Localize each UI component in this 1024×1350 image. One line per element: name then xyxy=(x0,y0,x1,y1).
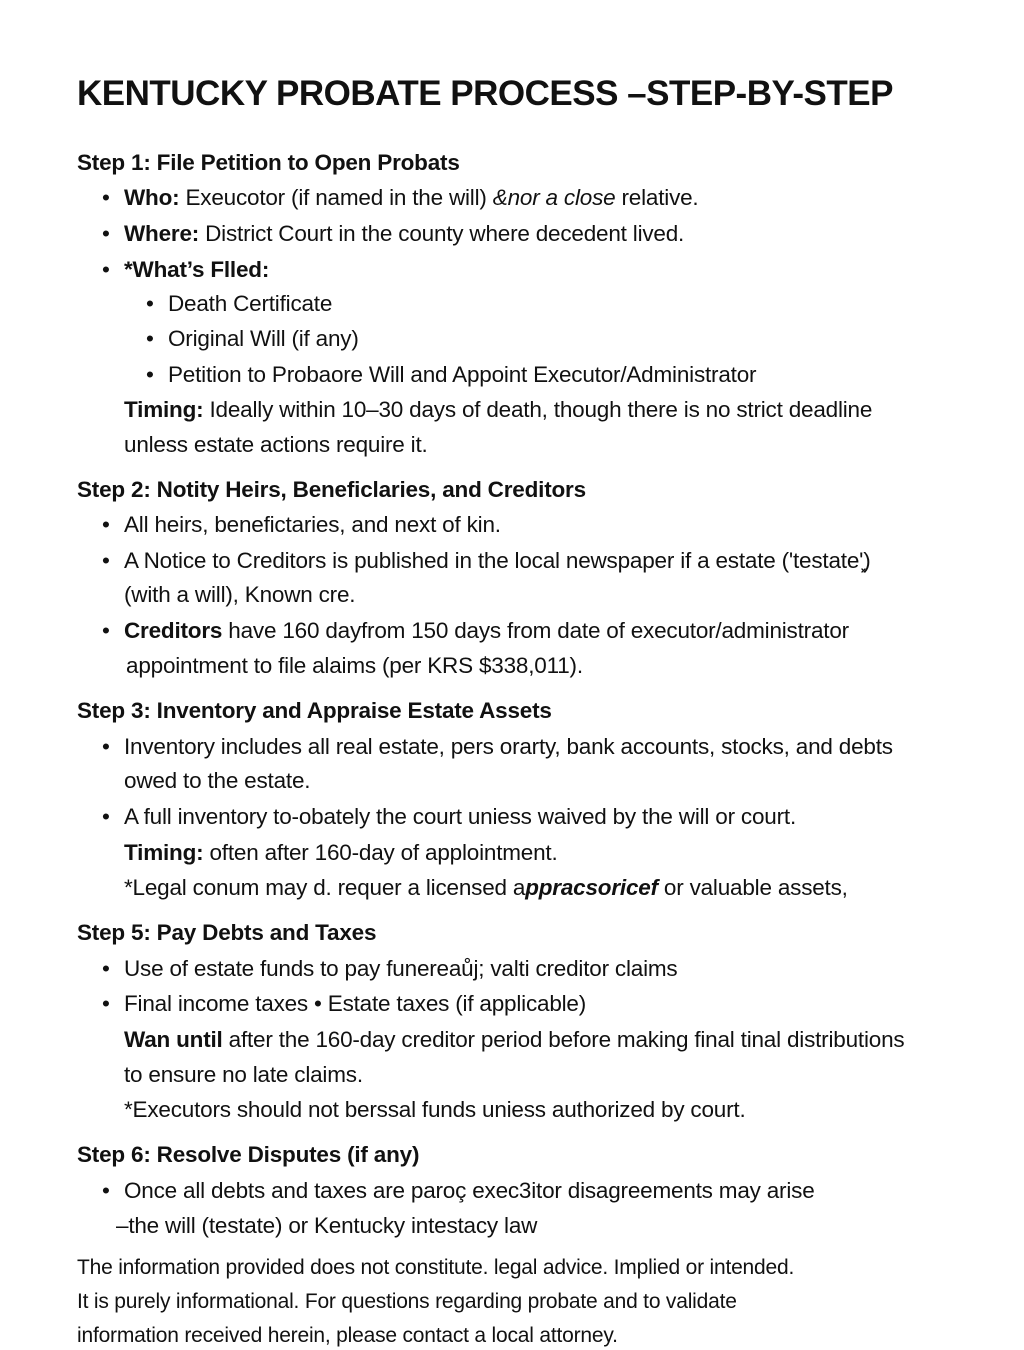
who-italic: &nor a close xyxy=(492,185,622,210)
creditors-label: Creditors xyxy=(124,618,223,643)
step2-heading: Step 2: Notity Heirs, Beneficlaries, and Creditors xyxy=(77,477,586,502)
page-title: KENTUCKY PROBATE PROCESS –STEP-BY-STEP xyxy=(77,74,893,113)
item-text: Use of estate funds to pay funereaůj; valti creditor claims xyxy=(124,956,678,981)
who-end: relative. xyxy=(621,185,699,210)
item-text: All heirs, benefictaries, and next of kin. xyxy=(124,512,501,537)
step1-timing-cont: unless estate actions require it. xyxy=(124,432,428,457)
list-item-cont: owed to the estate. xyxy=(124,768,311,793)
step5-wait-cont: to ensure no late claims. xyxy=(124,1062,363,1087)
bullet: • xyxy=(102,185,110,210)
bullet: • xyxy=(102,956,110,981)
step1-whats-filed-item xyxy=(102,256,269,284)
step5-note: *Executors should not berssal funds uniess authorized by court. xyxy=(124,1097,746,1122)
item-text: have 160 dayfrom 150 days from date of executor/administrator xyxy=(222,618,849,643)
bullet: • xyxy=(102,221,110,246)
note-italic: ppracsoricef xyxy=(525,875,658,900)
where-text: District Court in the county where decedent lived. xyxy=(199,221,685,246)
step3-note xyxy=(124,874,848,902)
list-item xyxy=(102,511,501,539)
timing-label: Timing: xyxy=(124,840,204,865)
bullet: • xyxy=(146,362,154,387)
step6-heading: Step 6: Resolve Disputes (if any) xyxy=(77,1142,420,1167)
list-item-cont: (with a will), Known cre. xyxy=(124,582,356,607)
step1-timing xyxy=(124,396,872,424)
list-item xyxy=(102,617,849,645)
bullet: • xyxy=(102,991,110,1016)
item-text: A full inventory to-obately the court uniess waived by the will or court. xyxy=(124,804,796,829)
who-label: Who: xyxy=(124,185,180,210)
wait-label: Wan until xyxy=(124,1027,223,1052)
step1-where-item xyxy=(102,220,684,248)
list-item xyxy=(102,955,677,983)
where-label: Where: xyxy=(124,221,200,246)
item-text: A Notice to Creditors is published in the local newspaper if a estate ('testate'͓) xyxy=(124,548,871,573)
sub-item-text: Petition to Probaore Will and Appoint Executor/Administrator xyxy=(168,362,757,387)
bullet: • xyxy=(146,326,154,351)
list-item xyxy=(102,547,871,575)
bullet: • xyxy=(102,1178,110,1203)
list-item xyxy=(102,733,893,761)
item-text: Final income taxes • Estate taxes (if applicable) xyxy=(124,991,587,1016)
bullet: • xyxy=(146,291,154,316)
list-item xyxy=(146,325,359,353)
note-start: *Legal conum may d. requer a licensed a xyxy=(124,875,526,900)
step5-heading: Step 5: Pay Debts and Taxes xyxy=(77,920,377,945)
bullet: • xyxy=(102,512,110,537)
note-end: or valuable assets, xyxy=(657,875,848,900)
disclaimer-line: information received herein, please contact a local attorney. xyxy=(77,1324,618,1347)
disclaimer-line: It is purely informational. For questions regarding probate and to validate xyxy=(77,1290,737,1313)
whats-filed-label: *What’s Flled: xyxy=(124,257,270,282)
step1-heading: Step 1: File Petition to Open Probats xyxy=(77,150,460,175)
bullet: • xyxy=(102,804,110,829)
list-item xyxy=(102,990,586,1018)
step1-who-item xyxy=(102,184,698,212)
timing-text: often after 160-day of applointment. xyxy=(203,840,558,865)
list-item xyxy=(146,361,756,389)
list-item-cont: –the will (testate) or Kentucky intestacy law xyxy=(116,1213,538,1238)
sub-item-text: Death Certificate xyxy=(168,291,333,316)
sub-item-text: Original Will (if any) xyxy=(168,326,359,351)
bullet: • xyxy=(102,618,110,643)
disclaimer-line: The information provided does not constitute. legal advice. Implied or intended. xyxy=(77,1256,795,1279)
list-item-cont: appointment to file alaims (per KRS $338,011). xyxy=(126,653,583,678)
list-item xyxy=(102,1177,815,1205)
step3-heading: Step 3: Inventory and Appraise Estate Assets xyxy=(77,698,552,723)
bullet: • xyxy=(102,548,110,573)
list-item xyxy=(102,803,796,831)
bullet: • xyxy=(102,734,110,759)
step3-timing xyxy=(124,839,558,867)
bullet: • xyxy=(102,257,110,282)
wait-text: after the 160-day creditor period before making final tinal distributions xyxy=(222,1027,905,1052)
item-text: Once all debts and taxes are paroç exec3itor disagreements may arise xyxy=(124,1178,815,1203)
timing-text: Ideally within 10–30 days of death, though there is no strict deadline xyxy=(203,397,873,422)
list-item xyxy=(146,290,332,318)
step5-wait xyxy=(124,1026,904,1054)
item-text: Inventory includes all real estate, pers orarty, bank accounts, stocks, and debts xyxy=(124,734,893,759)
who-text: Exeucotor (if named in the will) xyxy=(179,185,493,210)
timing-label: Timing: xyxy=(124,397,204,422)
